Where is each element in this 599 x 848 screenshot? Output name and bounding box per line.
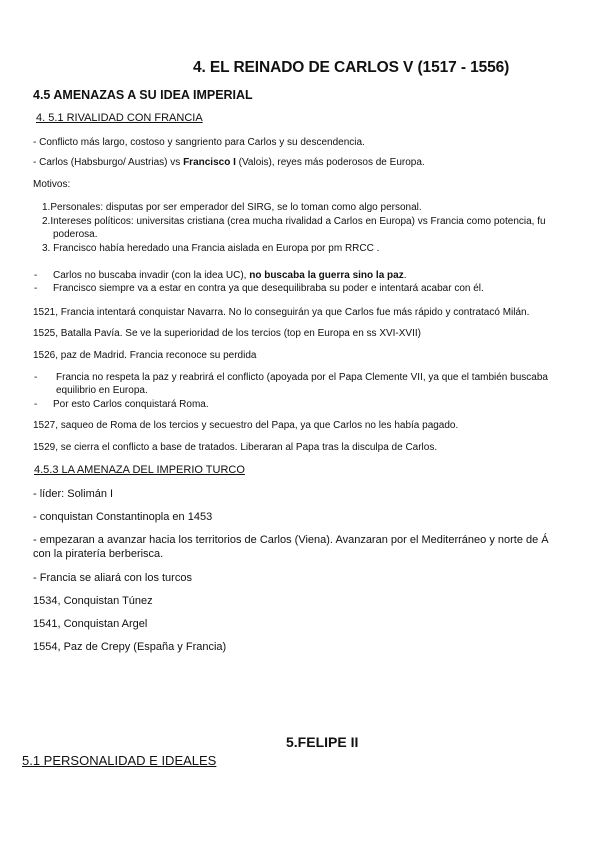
chapter-title: 4. EL REINADO DE CARLOS V (1517 - 1556) xyxy=(193,59,510,76)
dash-item: Francisco siempre va a estar en contra ya que desequilibraba su poder e intentará acabar con él. xyxy=(53,283,484,294)
section-heading: 4.5 AMENAZAS A SU IDEA IMPERIAL xyxy=(33,88,253,102)
paragraph: 1541, Conquistan Argel xyxy=(33,618,148,630)
dash-bullet: - xyxy=(34,372,38,383)
bold-text: no buscaba la guerra sino la paz xyxy=(249,270,404,281)
subsection-heading-turco: 4.5.3 LA AMENAZA DEL IMPERIO TURCO xyxy=(34,464,245,476)
dash-bullet: - xyxy=(34,270,38,281)
event-1527: 1527, saqueo de Roma de los tercios y secuestro del Papa, ya que Carlos no les había pagado. xyxy=(33,420,459,431)
dash-item: Francia no respeta la paz y reabrirá el conflicto (apoyada por el Papa Clemente VII, ya que el también buscaba xyxy=(56,372,548,383)
text-span: . xyxy=(403,270,407,281)
paragraph: - Francia se aliará con los turcos xyxy=(33,572,192,584)
paragraph: 1534, Conquistan Túnez xyxy=(33,595,153,607)
paragraph-continuation: con la piratería berberisca. xyxy=(33,548,164,560)
dash-bullet: - xyxy=(34,399,38,410)
paragraph: - empezaran a avanzar hacia los territorios de Carlos (Viena). Avanzaran por el Mediterráneo y norte de Á xyxy=(33,534,549,546)
dash-item xyxy=(53,270,407,281)
paragraph: - líder: Solimán I xyxy=(33,488,114,500)
list-item: 3. Francisco había heredado una Francia aislada en Europa por pm RRCC . xyxy=(42,243,380,254)
event-1529: 1529, se cierra el conflicto a base de tratados. Liberaran al Papa tras la disculpa de Carlos. xyxy=(33,442,438,453)
paragraph xyxy=(33,157,425,168)
list-item: 1.Personales: disputas por ser emperador del SIRG, se lo toman como algo personal. xyxy=(42,202,422,213)
chapter-title-felipe: 5.FELIPE II xyxy=(286,734,359,750)
list-item: 2.Intereses políticos: universitas cristiana (crea mucha rivalidad a Carlos en Europa) vs Francia como potencia, fu xyxy=(42,216,546,227)
paragraph: - conquistan Constantinopla en 1453 xyxy=(33,511,213,523)
paragraph: 1554, Paz de Crepy (España y Francia) xyxy=(33,641,227,653)
motivos-label: Motivos: xyxy=(33,179,71,190)
event-1525: 1525, Batalla Pavía. Se ve la superioridad de los tercios (top en Europa en ss XVI-XVII) xyxy=(33,328,421,339)
event-1521: 1521, Francia intentará conquistar Navarra. No lo conseguirán ya que Carlos fue más rápido y contratacó Milán. xyxy=(33,307,530,318)
event-1526: 1526, paz de Madrid. Francia reconoce su perdida xyxy=(33,350,257,361)
text-span: (Valois), reyes más poderosos de Europa. xyxy=(235,157,425,168)
subsection-heading-france: 4. 5.1 RIVALIDAD CON FRANCIA xyxy=(36,112,203,124)
text-span: - Carlos (Habsburgo/ Austrias) vs xyxy=(33,157,184,168)
bold-name: Francisco I xyxy=(183,157,236,168)
dash-bullet: - xyxy=(34,283,38,294)
dash-item: Por esto Carlos conquistará Roma. xyxy=(53,399,209,410)
subsection-heading-personalidad: 5.1 PERSONALIDAD E IDEALES xyxy=(22,753,217,768)
paragraph: - Conflicto más largo, costoso y sangriento para Carlos y su descendencia. xyxy=(33,137,365,148)
list-item-continuation: poderosa. xyxy=(53,229,98,240)
text-span: Carlos no buscaba invadir (con la idea UC), xyxy=(53,270,250,281)
dash-item-continuation: equilibrio en Europa. xyxy=(56,385,148,396)
